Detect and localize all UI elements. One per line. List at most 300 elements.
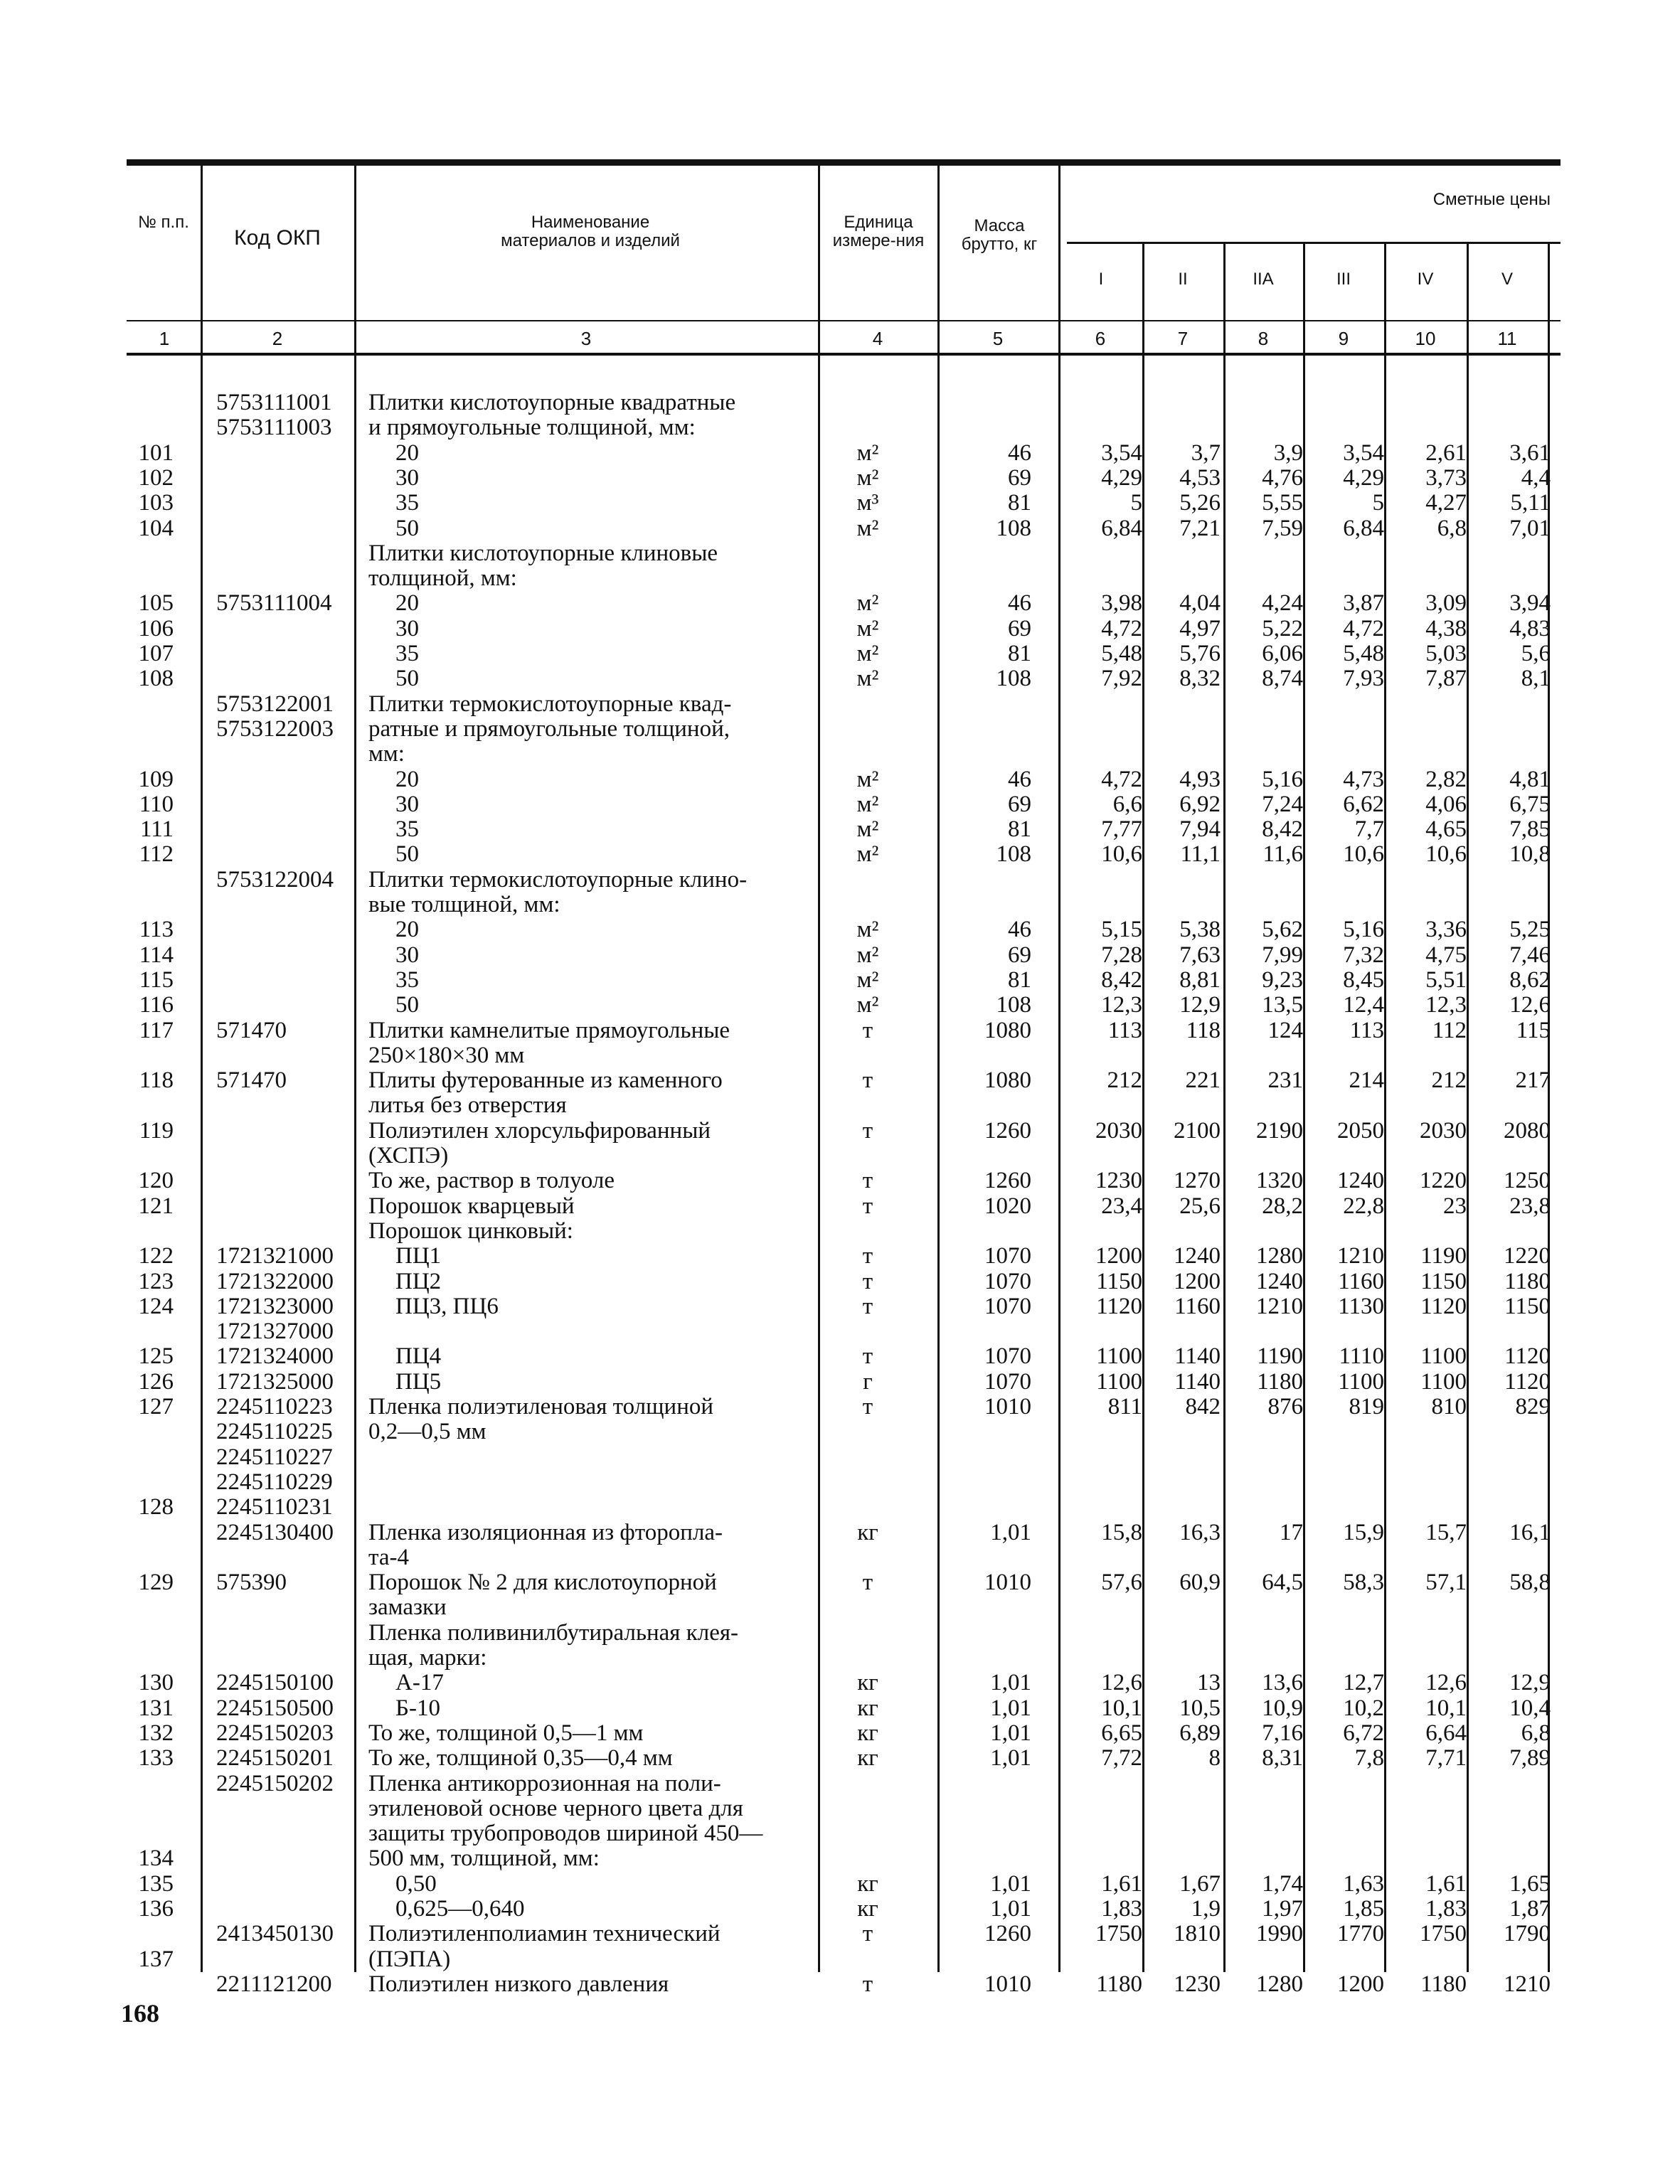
unit: м² [856, 590, 879, 616]
price-zone-0: 15,8 [1101, 1520, 1142, 1545]
price-zone-1: 1160 [1174, 1294, 1221, 1319]
price-zone-1: 10,5 [1179, 1695, 1221, 1721]
price-zone-3: 1200 [1337, 1971, 1384, 1997]
material-name: То же, толщиной 0,35—0,4 мм [368, 1745, 673, 1771]
table-row [0, 1494, 1680, 1520]
row-number: 131 [138, 1695, 174, 1721]
price-zone-2: 7,24 [1262, 792, 1303, 817]
price-zone-3: 6,72 [1343, 1720, 1384, 1746]
table-row [0, 1419, 1680, 1444]
price-zone-1: 842 [1185, 1394, 1221, 1419]
okp-code: 2245150100 [216, 1670, 334, 1695]
okp-code: 2245110227 [216, 1444, 333, 1470]
price-zone-5: 7,46 [1509, 942, 1551, 968]
price-zone-5: 1180 [1504, 1269, 1551, 1294]
okp-code: 5753111003 [216, 415, 332, 440]
unit: кг [857, 1695, 878, 1721]
table-row [0, 1394, 1680, 1419]
table-row [0, 1143, 1680, 1168]
gross-mass: 1,01 [990, 1670, 1031, 1695]
row-number: 112 [139, 841, 174, 867]
price-zone-1: 8,81 [1179, 967, 1221, 993]
row-number: 107 [138, 641, 174, 666]
price-zone-0: 8,42 [1101, 967, 1142, 993]
gross-mass: 1,01 [990, 1745, 1031, 1771]
gross-mass: 1070 [984, 1294, 1031, 1319]
gross-mass: 108 [996, 666, 1031, 691]
price-zone-5: 12,9 [1509, 1670, 1551, 1695]
table-row [0, 1243, 1680, 1269]
material-name: ПЦ1 [395, 1243, 442, 1269]
price-zone-4: 10,6 [1425, 841, 1467, 867]
material-name: 20 [395, 440, 419, 466]
material-name: Пленка поливинилбутиральная клея- [368, 1620, 739, 1646]
unit: м² [856, 465, 879, 491]
price-zone-0: 5,48 [1101, 641, 1142, 666]
material-name: Плитки камнелитые прямоугольные [368, 1018, 730, 1043]
table-row [0, 1946, 1680, 1972]
table-row [0, 1796, 1680, 1821]
table-row [0, 1745, 1680, 1771]
price-zone-2: 1320 [1256, 1168, 1303, 1193]
price-zone-3: 4,72 [1343, 616, 1384, 641]
okp-code: 5753111004 [216, 590, 332, 616]
okp-code: 1721324000 [216, 1343, 334, 1369]
price-zone-3: 214 [1349, 1067, 1384, 1093]
table-row [0, 641, 1680, 666]
table-row [0, 440, 1680, 466]
price-zone-2: 231 [1267, 1067, 1303, 1093]
price-zone-3: 1770 [1337, 1921, 1384, 1946]
unit: м² [856, 992, 879, 1018]
row-number: 134 [138, 1845, 174, 1871]
price-zone-5: 5,25 [1509, 917, 1551, 942]
price-zone-2: 8,74 [1262, 666, 1303, 691]
unit: м² [856, 440, 879, 466]
price-zone-0: 7,92 [1101, 666, 1142, 691]
material-name: Пленка изоляционная из фторопла- [368, 1520, 723, 1545]
price-zone-5: 10,8 [1509, 841, 1551, 867]
table-row [0, 1520, 1680, 1545]
price-zone-1: 13 [1197, 1670, 1221, 1695]
row-number: 116 [139, 992, 174, 1018]
price-zone-3: 8,45 [1343, 967, 1384, 993]
table-row [0, 691, 1680, 717]
row-number: 117 [139, 1018, 174, 1043]
price-zone-2: 1,74 [1262, 1871, 1303, 1897]
gross-mass: 46 [1008, 917, 1031, 942]
price-zone-3: 7,32 [1343, 942, 1384, 968]
price-zone-0: 3,54 [1101, 440, 1142, 466]
price-zone-1: 7,94 [1179, 816, 1221, 842]
header-prices-title: Сметные цены [1432, 190, 1551, 209]
price-zone-0: 10,1 [1101, 1695, 1142, 1721]
row-number: 121 [138, 1193, 174, 1219]
price-zone-2: 1280 [1256, 1243, 1303, 1269]
row-number: 123 [138, 1269, 174, 1294]
okp-code: 5753122004 [216, 867, 334, 893]
unit: м² [856, 767, 879, 792]
price-zone-0: 6,6 [1112, 792, 1142, 817]
price-zone-2: 1990 [1256, 1921, 1303, 1946]
material-name: 35 [395, 641, 419, 666]
price-zone-5: 829 [1515, 1394, 1551, 1419]
price-zone-0: 5,15 [1101, 917, 1142, 942]
table-row [0, 616, 1680, 641]
price-zone-2: 5,22 [1262, 616, 1303, 641]
price-zone-5: 1120 [1504, 1369, 1551, 1395]
price-zone-4: 212 [1431, 1067, 1467, 1093]
okp-code: 2245150202 [216, 1771, 334, 1796]
price-zone-3: 1,63 [1343, 1871, 1384, 1897]
price-zone-0: 1200 [1095, 1243, 1142, 1269]
price-zone-0: 12,6 [1101, 1670, 1142, 1695]
material-name: 35 [395, 490, 419, 516]
price-zone-3: 12,7 [1343, 1670, 1384, 1695]
price-zone-1: 1,67 [1179, 1871, 1221, 1897]
material-name: щая, марки: [368, 1645, 487, 1671]
price-zone-2: 7,59 [1262, 516, 1303, 541]
zone-header: IIA [1253, 270, 1274, 289]
material-name: Порошок кварцевый [368, 1193, 575, 1219]
material-name: защиты трубопроводов шириной 450— [368, 1821, 763, 1846]
material-name: вые толщиной, мм: [368, 892, 560, 917]
gross-mass: 1260 [984, 1118, 1031, 1144]
price-zone-4: 6,64 [1425, 1720, 1467, 1746]
column-number: 4 [872, 328, 883, 349]
gross-mass: 1070 [984, 1243, 1031, 1269]
unit: м³ [856, 490, 879, 516]
price-zone-2: 2190 [1256, 1118, 1303, 1144]
gross-mass: 1080 [984, 1018, 1031, 1043]
row-number: 103 [138, 490, 174, 516]
column-number: 1 [159, 328, 170, 349]
unit: т [862, 1294, 873, 1319]
okp-code: 2413450130 [216, 1921, 334, 1946]
price-zone-1: 16,3 [1179, 1520, 1221, 1545]
price-zone-3: 819 [1349, 1394, 1384, 1419]
table-row [0, 792, 1680, 817]
price-zone-3: 10,2 [1343, 1695, 1384, 1721]
row-number: 124 [138, 1294, 174, 1319]
row-number: 127 [138, 1394, 174, 1419]
price-zone-1: 1810 [1174, 1921, 1221, 1946]
price-zone-4: 12,3 [1425, 992, 1467, 1018]
table-row [0, 415, 1680, 440]
price-zone-1: 4,97 [1179, 616, 1221, 641]
price-zone-3: 1240 [1337, 1168, 1384, 1193]
price-zone-2: 1280 [1256, 1971, 1303, 1997]
price-zone-4: 2030 [1420, 1118, 1467, 1144]
gross-mass: 81 [1008, 641, 1031, 666]
column-number: 6 [1095, 328, 1106, 349]
unit: кг [857, 1871, 878, 1897]
gross-mass: 1070 [984, 1269, 1031, 1294]
price-zone-2: 9,23 [1262, 967, 1303, 993]
price-zone-1: 221 [1185, 1067, 1221, 1093]
material-name: То же, толщиной 0,5—1 мм [368, 1720, 644, 1746]
row-number: 101 [138, 440, 174, 466]
price-zone-5: 5,6 [1521, 641, 1551, 666]
unit: т [862, 1018, 873, 1043]
material-name: 50 [395, 992, 419, 1018]
material-name: Плитки кислотоупорные клиновые [368, 540, 718, 566]
zone-header: IV [1417, 270, 1434, 289]
price-zone-4: 1100 [1420, 1369, 1467, 1395]
table-row [0, 1921, 1680, 1946]
price-zone-4: 2,61 [1425, 440, 1467, 466]
price-zone-4: 1190 [1420, 1243, 1467, 1269]
unit: т [862, 1570, 873, 1595]
row-number: 136 [138, 1896, 174, 1922]
table-row [0, 590, 1680, 616]
unit: г [863, 1369, 873, 1395]
okp-code: 2245150201 [216, 1745, 334, 1771]
row-number: 108 [138, 666, 174, 691]
material-name: 35 [395, 816, 419, 842]
header-name: Наименование материалов и изделий [501, 213, 680, 250]
gross-mass: 1,01 [990, 1896, 1031, 1922]
table-row [0, 1319, 1680, 1344]
row-number: 125 [138, 1343, 174, 1369]
material-name: То же, раствор в толуоле [368, 1168, 615, 1193]
unit: т [862, 1921, 873, 1946]
row-number: 113 [139, 917, 174, 942]
okp-code: 1721321000 [216, 1243, 334, 1269]
gross-mass: 1010 [984, 1971, 1031, 1997]
price-zone-1: 7,21 [1179, 516, 1221, 541]
material-name: толщиной, мм: [368, 565, 517, 591]
row-number: 137 [138, 1946, 174, 1972]
table-row [0, 867, 1680, 893]
table-row [0, 1343, 1680, 1369]
unit: кг [857, 1720, 878, 1746]
gross-mass: 81 [1008, 967, 1031, 993]
unit: м² [856, 967, 879, 993]
table-row [0, 540, 1680, 566]
price-zone-4: 7,87 [1425, 666, 1467, 691]
table-row [0, 1771, 1680, 1796]
price-zone-5: 1220 [1504, 1243, 1551, 1269]
material-name: Плитки кислотоупорные квадратные [368, 390, 736, 415]
price-zone-1: 6,89 [1179, 1720, 1221, 1746]
material-name: Порошок № 2 для кислотоупорной [368, 1570, 717, 1595]
price-zone-2: 4,76 [1262, 465, 1303, 491]
material-name: 250×180×30 мм [368, 1043, 525, 1068]
price-zone-5: 6,8 [1521, 1720, 1551, 1746]
price-zone-0: 5 [1130, 490, 1142, 516]
material-name: 50 [395, 666, 419, 691]
okp-code: 1721325000 [216, 1369, 334, 1395]
price-zone-0: 3,98 [1101, 590, 1142, 616]
table-row [0, 1294, 1680, 1319]
price-zone-2: 8,31 [1262, 1745, 1303, 1771]
zone-header: I [1098, 270, 1104, 289]
table-row [0, 716, 1680, 742]
column-number: 2 [272, 328, 283, 349]
price-zone-3: 1110 [1339, 1343, 1384, 1369]
price-zone-1: 6,92 [1179, 792, 1221, 817]
row-number: 130 [138, 1670, 174, 1695]
price-zone-3: 6,62 [1343, 792, 1384, 817]
column-number: 7 [1177, 328, 1189, 349]
row-number: 111 [139, 816, 174, 842]
price-zone-4: 2,82 [1425, 767, 1467, 792]
price-zone-3: 4,73 [1343, 767, 1384, 792]
price-zone-2: 4,24 [1262, 590, 1303, 616]
okp-code: 571470 [216, 1018, 287, 1043]
price-zone-3: 1100 [1338, 1369, 1384, 1395]
table-row [0, 1670, 1680, 1695]
price-zone-1: 1140 [1174, 1343, 1221, 1369]
unit: кг [857, 1520, 878, 1545]
price-zone-3: 113 [1349, 1018, 1384, 1043]
unit: м² [856, 792, 879, 817]
price-zone-0: 1,83 [1101, 1896, 1142, 1922]
price-zone-3: 5 [1372, 490, 1384, 516]
unit: кг [857, 1896, 878, 1922]
gross-mass: 46 [1008, 767, 1031, 792]
price-zone-1: 1230 [1174, 1971, 1221, 1997]
unit: м² [856, 516, 879, 541]
table-row [0, 1845, 1680, 1871]
table-row [0, 1269, 1680, 1294]
okp-code: 5753111001 [216, 390, 332, 415]
table-row [0, 1444, 1680, 1470]
material-name: Пленка полиэтиленовая толщиной [368, 1394, 714, 1419]
table-row [0, 1570, 1680, 1595]
price-zone-5: 1120 [1504, 1343, 1551, 1369]
unit: т [862, 1971, 873, 1997]
price-zone-2: 1210 [1256, 1294, 1303, 1319]
material-name: Полиэтилен хлорсульфированный [368, 1118, 711, 1144]
price-zone-3: 7,7 [1354, 816, 1384, 842]
okp-code: 2245110223 [216, 1394, 333, 1419]
material-name: 30 [395, 465, 419, 491]
table-row [0, 741, 1680, 767]
price-zone-1: 1240 [1174, 1243, 1221, 1269]
okp-code: 1721327000 [216, 1319, 334, 1344]
table-row [0, 1871, 1680, 1897]
material-name: мм: [368, 741, 405, 767]
gross-mass: 1010 [984, 1394, 1031, 1419]
price-zone-4: 12,6 [1425, 1670, 1467, 1695]
price-zone-3: 1130 [1338, 1294, 1384, 1319]
gross-mass: 69 [1008, 465, 1031, 491]
table-row [0, 1218, 1680, 1244]
row-number: 128 [138, 1494, 174, 1520]
price-zone-5: 7,01 [1509, 516, 1551, 541]
row-number: 133 [138, 1745, 174, 1771]
column-number: 8 [1258, 328, 1269, 349]
gross-mass: 108 [996, 841, 1031, 867]
price-zone-2: 1190 [1257, 1343, 1303, 1369]
header-no: № п.п. [138, 213, 189, 232]
table-row [0, 565, 1680, 591]
unit: т [862, 1269, 873, 1294]
table-row [0, 942, 1680, 968]
material-name: 50 [395, 516, 419, 541]
material-name: 500 мм, толщиной, мм: [368, 1845, 600, 1871]
price-zone-2: 64,5 [1262, 1570, 1303, 1595]
price-zone-3: 3,54 [1343, 440, 1384, 466]
price-zone-0: 57,6 [1101, 1570, 1142, 1595]
price-zone-0: 2030 [1095, 1118, 1142, 1144]
row-number: 132 [138, 1720, 174, 1746]
price-zone-1: 8,32 [1179, 666, 1221, 691]
price-zone-4: 1,83 [1425, 1896, 1467, 1922]
price-zone-2: 6,06 [1262, 641, 1303, 666]
row-number: 109 [138, 767, 174, 792]
column-number: 5 [992, 328, 1004, 349]
price-zone-0: 7,77 [1101, 816, 1142, 842]
okp-code: 2245110231 [216, 1494, 333, 1520]
price-zone-0: 23,4 [1101, 1193, 1142, 1219]
gross-mass: 1,01 [990, 1871, 1031, 1897]
price-zone-0: 4,72 [1101, 616, 1142, 641]
row-number: 106 [138, 616, 174, 641]
price-zone-3: 5,48 [1343, 641, 1384, 666]
material-name: этиленовой основе черного цвета для [368, 1796, 743, 1821]
material-name: и прямоугольные толщиной, мм: [368, 415, 696, 440]
row-number: 122 [138, 1243, 174, 1269]
price-zone-5: 23,8 [1509, 1193, 1551, 1219]
material-name: 20 [395, 590, 419, 616]
material-name: 20 [395, 917, 419, 942]
unit: т [862, 1168, 873, 1193]
price-zone-3: 1,85 [1343, 1896, 1384, 1922]
row-number: 110 [139, 792, 174, 817]
page-number: 168 [121, 1999, 159, 2028]
price-zone-5: 7,85 [1509, 816, 1551, 842]
table-row [0, 917, 1680, 942]
price-zone-1: 8 [1208, 1745, 1221, 1771]
price-zone-2: 5,55 [1262, 490, 1303, 516]
gross-mass: 108 [996, 516, 1031, 541]
material-name: 0,2—0,5 мм [368, 1419, 487, 1444]
gross-mass: 1020 [984, 1193, 1031, 1219]
price-zone-3: 12,4 [1343, 992, 1384, 1018]
material-name: (ХСПЭ) [368, 1143, 449, 1168]
price-zone-2: 10,9 [1262, 1695, 1303, 1721]
price-zone-5: 4,81 [1509, 767, 1551, 792]
material-name: 30 [395, 942, 419, 968]
price-zone-2: 5,16 [1262, 767, 1303, 792]
table-row [0, 816, 1680, 842]
price-zone-2: 28,2 [1262, 1193, 1303, 1219]
price-zone-5: 1210 [1504, 1971, 1551, 1997]
price-zone-5: 1250 [1504, 1168, 1551, 1193]
price-zone-4: 4,06 [1425, 792, 1467, 817]
gross-mass: 1,01 [990, 1720, 1031, 1746]
material-name: 30 [395, 616, 419, 641]
unit: м² [856, 616, 879, 641]
material-name: 35 [395, 967, 419, 993]
price-zone-1: 7,63 [1179, 942, 1221, 968]
unit: т [862, 1118, 873, 1144]
material-name: ПЦ3, ПЦ6 [395, 1294, 499, 1319]
price-zone-4: 1,61 [1425, 1871, 1467, 1897]
price-zone-2: 1240 [1256, 1269, 1303, 1294]
table-row [0, 1545, 1680, 1570]
price-zone-4: 6,8 [1437, 516, 1467, 541]
gross-mass: 81 [1008, 490, 1031, 516]
price-zone-1: 2100 [1174, 1118, 1221, 1144]
material-name: ПЦ2 [395, 1269, 442, 1294]
gross-mass: 1070 [984, 1369, 1031, 1395]
price-zone-0: 811 [1107, 1394, 1142, 1419]
price-zone-5: 4,83 [1509, 616, 1551, 641]
